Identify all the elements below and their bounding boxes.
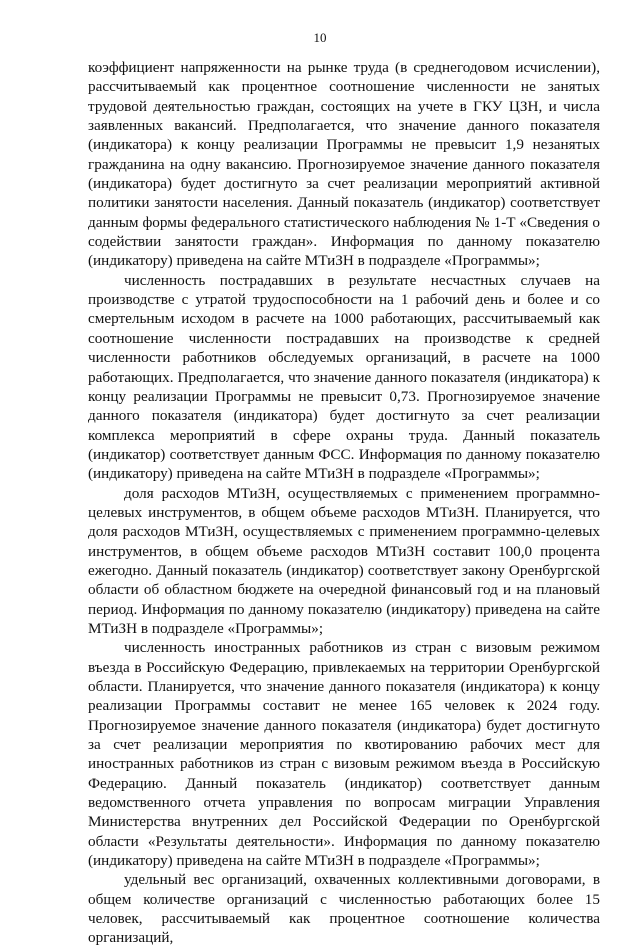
paragraph-foreign-workers: численность иностранных работников из стран с визовым режимом въезда в Российскую Федерацию, привлекаемых на территории Оренбургской области. Планируется, что значение данного показателя (индикатора) к концу реализации Программы составит не менее 165 человек к 2024 году. Прогнозируемое значение данного показателя (индикатора) будет достигнуто за счет реализации мероприятия по квотированию рабочих мест для иностранных работников из стран с визовым режимом въезда в Российскую Федерацию. Данный показатель (индикатор) соответствует данным ведомственного отчета управления по вопросам миграции Управления Министерства внутренних дел Российской Федерации по Оренбургской области «Результаты деятельности». Информация по данному показателю (индикатору) приведена на сайте МТиЗН в подразделе «Программы»; <box>88 639 600 870</box>
paragraph-labor-market-tension: коэффициент напряженности на рынке труда (в среднегодовом исчислении), рассчитываемый как процентное соотношение численности не занятых трудовой деятельностью граждан, состоящих на учете в ГКУ ЦЗН, и числа заявленных вакансий. Предполагается, что значение данного показателя (индикатора) к концу реализации Программы не превысит 1,9 незанятых гражданина на одну вакансию. Прогнозируемое значение данного показателя (индикатора) будет достигнуто за счет реализации мероприятий активной политики занятости населения. Данный показатель (индикатор) соответствует данным формы федерального статистического наблюдения № 1-Т «Сведения о содействии занятости граждан». Информация по данному показателю (индикатору) приведена на сайте МТиЗН в подразделе «Программы»; <box>88 59 600 270</box>
page-number: 10 <box>313 30 327 45</box>
document-body <box>88 58 600 948</box>
paragraph-collective-agreements: удельный вес организаций, охваченных коллективными договорами, в общем количестве организаций с численностью работающих более 15 человек, рассчитываемый как процентное соотношение количества организаций, <box>88 871 600 947</box>
paragraph-program-expenditure-share: доля расходов МТиЗН, осуществляемых с применением программно-целевых инструментов, в общем объеме расходов МТиЗН. Планируется, что доля расходов МТиЗН, осуществляемых с применением программно-целевых инструментов, в общем объеме расходов МТиЗН составит 100,0 процента ежегодно. Данный показатель (индикатор) соответствует закону Оренбургской области об областном бюджете на очередной финансовый год и на плановый период. Информация по данному показателю (индикатору) приведена на сайте МТиЗН в подразделе «Программы»; <box>88 484 600 637</box>
paragraph-workplace-injuries: численность пострадавших в результате несчастных случаев на производстве с утратой трудоспособности на 1 рабочий день и более и со смертельным исходом в расчете на 1000 работающих, рассчитываемый как соотношение численности пострадавших на производстве к средней численности работников обследуемых организаций, в расчете на 1000 работающих. Предполагается, что значение данного показателя (индикатора) к концу реализации Программы не превысит 0,73. Прогнозируемое значение данного показателя (индикатора) будет достигнуто за счет реализации комплекса мероприятий в сфере охраны труда. Данный показатель (индикатор) соответствует данным ФСС. Информация по данному показателю (индикатору) приведена на сайте МТиЗН в подразделе «Программы»; <box>88 271 600 483</box>
